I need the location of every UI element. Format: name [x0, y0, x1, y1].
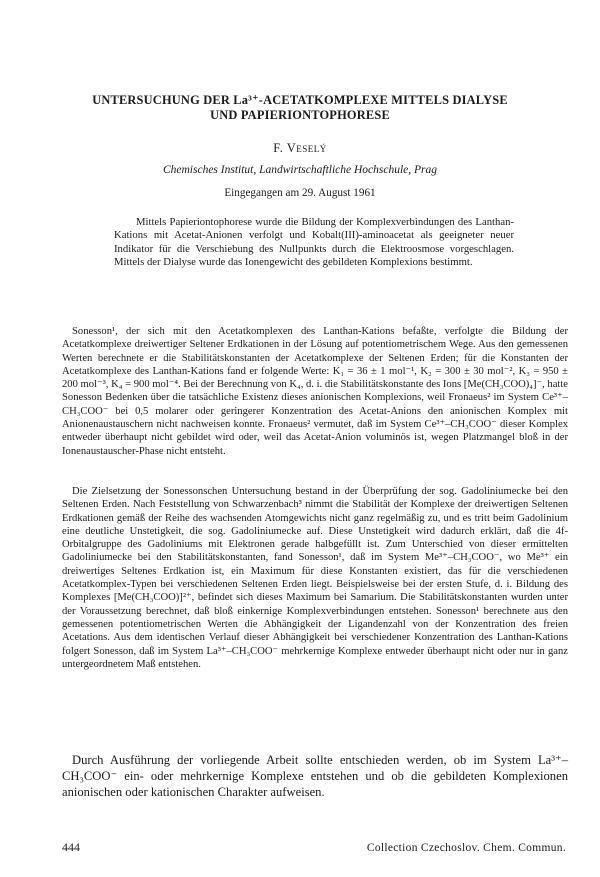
- received-date: Eingegangen am 29. August 1961: [224, 187, 376, 199]
- title-line-1: UNTERSUCHUNG DER La³⁺-ACETATKOMPLEXE MITTELS DIALYSE: [92, 93, 508, 107]
- body-paragraph-1: Sonesson¹, der sich mit den Acetatkomplexen des Lanthan-Kations befaßte, verfolgte die Bildung der Acetatkomplexe dreiwertiger Seltener Erdkationen in der Lösung auf potentiometrischem Wege. Aus den gemessenen Werten berechnete er die Stabilitätskonstanten der Acetatkomplexe der Seltenen Erden; für die Konstanten der Acetatkomplexe des Lanthan-Kations fand er folgende Werte: K₁ = 36 ± 1 mol⁻¹, K₂ = 300 ± 30 mol⁻², K₃ = 950 ± 200 mol⁻³, K₄ = 900 mol⁻⁴. Bei der Berechnung von K₄, d. i. die Stabilitätskonstante des Ions [Me(CH₃COO)₄]⁻, hatte Sonesson Bedenken über die tatsächliche Existenz dieses anionischen Komplexions, weil Fronaeus² im System Ce³⁺–CH₃COO⁻ bei 0,5 molarer oder geringerer Konzentration des Acetat-Anions den anionischen Komplex mit Anionenaustauschern nicht nachweisen konnte. Fronaeus² vermutet, daß im System Ce³⁺–CH₃COO⁻ dieser Komplex entweder überhaupt nicht gebildet wird oder, weil das Acetat-Anion voluminös ist, wegen Platzmangel bloß in der Ionenaustauscher-Phase nicht entsteht.: [62, 326, 568, 457]
- title-line-2: UND PAPIERIONTOPHORESE: [210, 108, 390, 122]
- author-affiliation: Chemisches Institut, Landwirtschaftliche Hochschule, Prag: [162, 164, 438, 176]
- page-number: 444: [62, 840, 80, 854]
- journal-footer: Collection Czechoslov. Chem. Commun.: [366, 842, 566, 854]
- author-name: F. Veselý: [273, 141, 327, 155]
- article-title: [40, 93, 560, 123]
- abstract: Mittels Papieriontophorese wurde die Bildung der Komplexverbindungen des Lanthan-Kations mit Acetat-Anionen verfolgt und Kobalt(III)-aminoacetat als geeigneter neuer Indikator für die Verschiebung des Nullpunkts durch die Elektroosmose vorgeschlagen. Mittels der Dialyse wurde das Ionengewicht des gebildeten Komplexions bestimmt.: [114, 216, 514, 269]
- body-paragraph-3: Durch Ausführung der vorliegende Arbeit sollte entschieden werden, ob im System La³⁺–CH₃COO⁻ ein- oder mehrkernige Komplexe entstehen und ob die gebildeten Komplexionen anionischen oder kationischen Charakter aufweisen.: [62, 753, 568, 800]
- body-paragraph-2: Die Zielsetzung der Sonessonschen Untersuchung bestand in der Überprüfung der sog. Gadoliniumecke bei den Seltenen Erden. Nach Feststellung von Schwarzenbach³ nimmt die Stabilität der Komplexe der dreiwertigen Seltenen Erdkationen gemäß der Reihe des wachsenden Atomgewichts nicht ganz regelmäßig zu, und es tritt beim Gadolinium eine deutliche Unstetigkeit, die sog. Gadoliniumecke auf. Diese Unstetigkeit wird dadurch erklärt, daß die 4f-Orbitalgruppe des Gadoliniums mit Elektronen gerade halbgefüllt ist. Zum Unterschied von dieser ermittelten Gadoliniumecke bei den Stabilitätskonstanten, fand Sonesson¹, daß im System Me³⁺–CH₃COO⁻, wo Me³⁺ ein dreiwertiges Seltenes Erdkation ist, ein Maximum für diese Konstanten existiert, das für die verschiedenen Acetatkomplex-Typen bei verschiedenen Seltenen Erden liegt. Beispielsweise bei der ersten Stufe, d. i. Bildung des Komplexes [Me(CH₃COO)]²⁺, befindet sich dieses Maximum bei Samarium. Die Stabilitätskonstanten wurden unter der Voraussetzung berechnet, daß bloß einkernige Komplexverbindungen entstehen. Sonesson¹ berechnete aus den gemessenen potentiometrischen Werten die Abhängigkeit der Ligandenzahl von der Konzentration des freien Acetations. Aus dem identischen Verlauf dieser Abhängigkeit bei verschiedener Konzentration des Lanthan-Kations folgert Sonesson, daß im System La³⁺–CH₃COO⁻ mehrkernige Komplexe entweder überhaupt nicht oder nur in ganz untergeordnetem Maß entstehen.: [62, 486, 568, 670]
